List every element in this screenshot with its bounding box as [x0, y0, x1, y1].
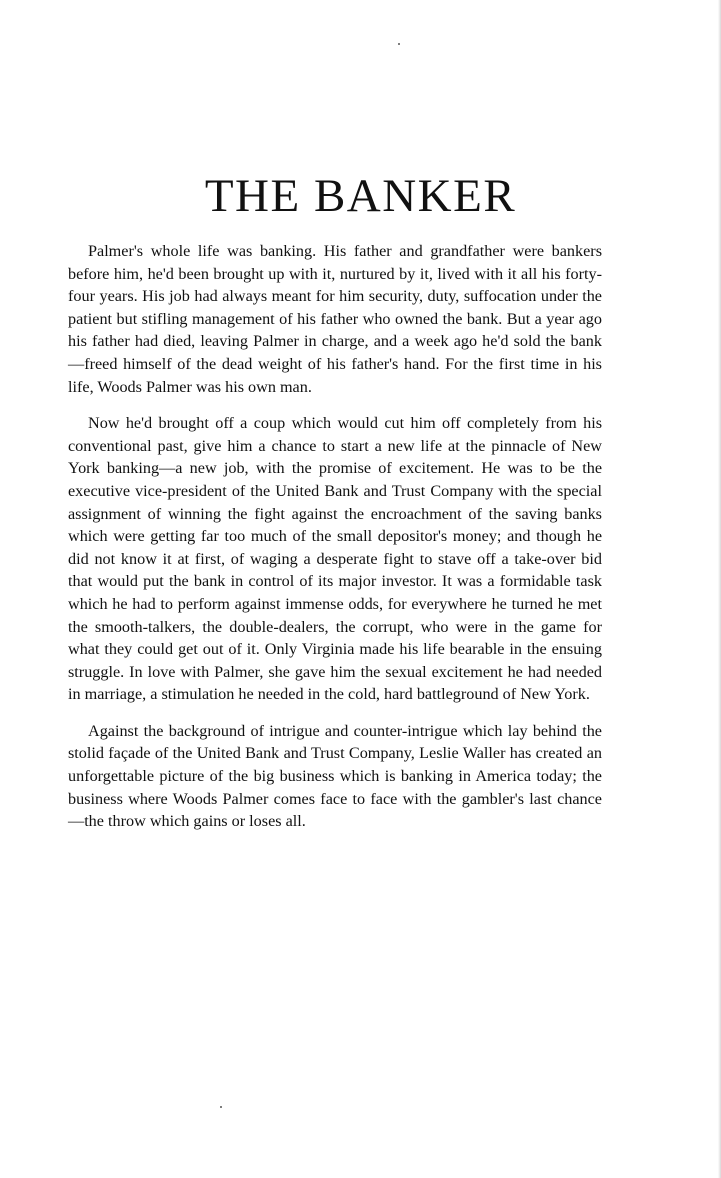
paragraph-1: Palmer's whole life was banking. His father and grandfather were bankers before him, he'd been brought up with it, nurtured by it, lived with it all his forty-four years. His job had always meant for him security, duty, suffocation under the patient but stifling management of his father who owned the bank. But a year ago his father had died, leaving Palmer in charge, and a week ago he'd sold the bank—freed himself of the dead weight of his father's hand. For the first time in his life, Woods Palmer was his own man. [68, 242, 602, 396]
paragraph-3: Against the background of intrigue and counter-intrigue which lay behind the stolid façade of the United Bank and Trust Company, Leslie Waller has created an unforgettable picture of the big business which is banking in America today; the business where Woods Palmer comes face to face with the gambler's last chance—the throw which gains or loses all. [68, 721, 602, 831]
print-speck-bottom [220, 1106, 222, 1108]
blurb-text [68, 240, 602, 847]
print-speck-top [398, 43, 400, 45]
paragraph-2: Now he'd brought off a coup which would cut him off completely from his conventional past, give him a chance to start a new life at the pinnacle of New York banking—a new job, with the promise of excitement. He was to be the executive vice-president of the United Bank and Trust Company with the special assignment of winning the fight against the encroachment of the saving banks which were getting far too much of the small depositor's money; and though he did not know it at first, of waging a desperate fight to stave off a take-over bid that would put the bank in control of its major investor. It was a formidable task which he had to perform against immense odds, for everywhere he turned he met the smooth-talkers, the double-dealers, the corrupt, who were in the game for what they could get out of it. Only Virginia made his life bearable in the ensuing struggle. In love with Palmer, she gave him the sexual excitement he had needed in marriage, a stimulation he needed in the cold, hard battleground of New York. [68, 414, 602, 704]
page-title: THE BANKER [204, 170, 517, 222]
